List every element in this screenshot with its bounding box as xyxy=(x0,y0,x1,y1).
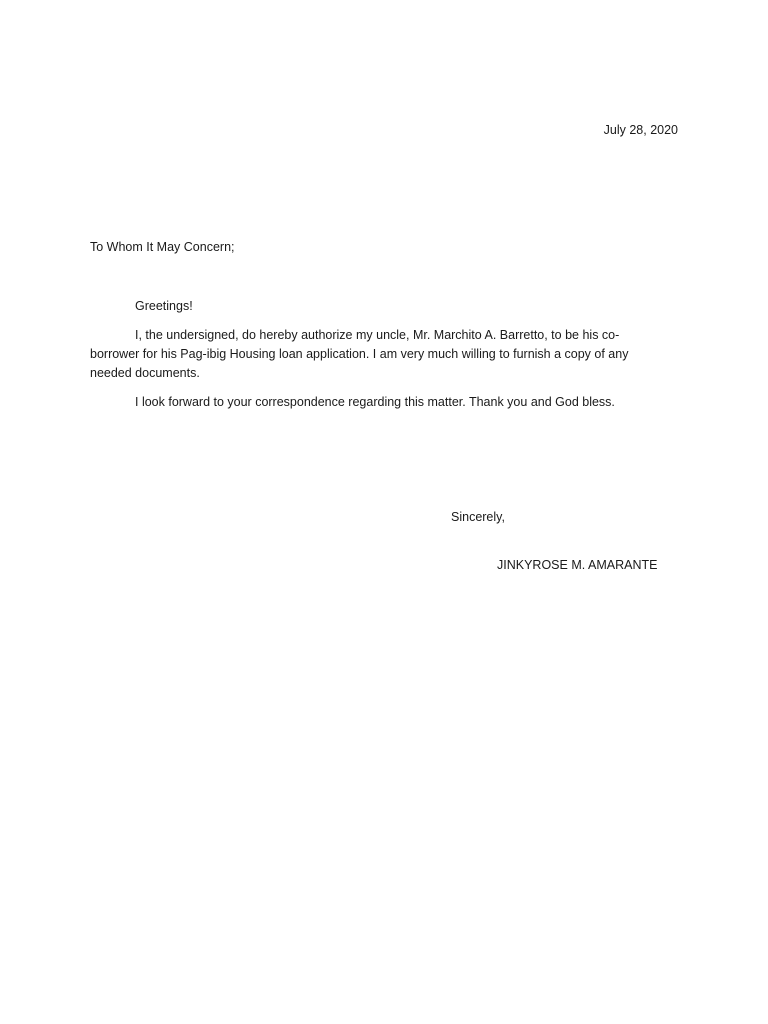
body-paragraph-greeting: Greetings! xyxy=(135,299,193,313)
letter-body xyxy=(90,297,645,422)
letter-signatory: JINKYROSE M. AMARANTE xyxy=(497,558,658,572)
letter-date: July 28, 2020 xyxy=(603,123,678,137)
body-paragraph-authorization: I, the undersigned, do hereby authorize my uncle, Mr. Marchito A. Barretto, to be his co-borrower for his Pag-ibig Housing loan application. I am very much willing to furnish a copy of any needed documents. xyxy=(90,328,629,380)
body-paragraph-closing-remarks: I look forward to your correspondence regarding this matter. Thank you and God bless. xyxy=(135,395,615,409)
letter-salutation: To Whom It May Concern; xyxy=(90,240,235,254)
letter-closing: Sincerely, xyxy=(451,510,505,524)
